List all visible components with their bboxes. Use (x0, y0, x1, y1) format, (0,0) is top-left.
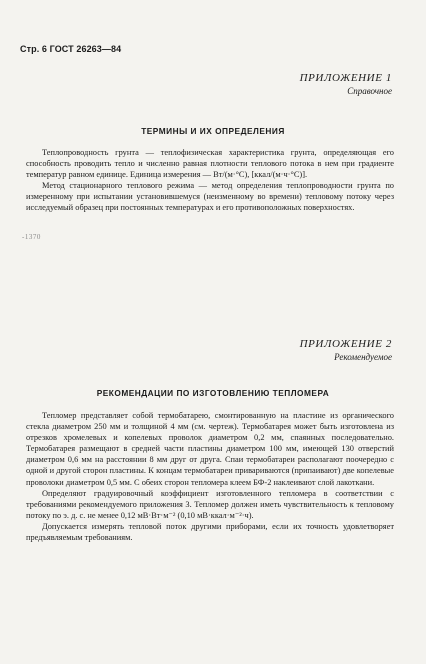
appendix-2-subtitle: Рекомендуемое (334, 352, 392, 362)
stray-mark: -1370 (22, 233, 41, 241)
section-2-body (26, 410, 394, 543)
appendix-1-subtitle: Справочное (347, 86, 392, 96)
paragraph: Допускается измерять тепловой поток другими приборами, если их точность удовлетворяет предъявляемым требованиям. (26, 521, 394, 543)
paragraph: Тепломер представляет собой термобатарею, смонтированную на пластине из органического стекла диаметром 250 мм и толщиной 4 мм (см. чертеж). Термобатарея может быть изготовлена из отрезков хромелевых и копелевых проволок диаметром 0,2 мм, спаянных последовательно. Термобатарея размещают в средней части пластины диаметром 100 мм, имеющей 130 отверстий диаметром 0,6 мм на расстоянии 8 мм друг от друга. Спаи термобатареи располагают поочередно с одной и другой сторон пластины. К концам термобатареи привариваются (припаивают) две копелевые проволоки диаметром 0,5 мм. С обеих сторон тепломера клеем БФ-2 наклеивают слой лакоткани. (26, 411, 394, 487)
section-1-body (26, 147, 394, 214)
paragraph: Теплопроводность грунта — теплофизическая характеристика грунта, определяющая его способность проводить тепло и численно равная плотности теплового потока в нем при градиенте температур равном единице. Единица измерения — Вт/(м·°С), [ккал/(м·ч·°С)]. (26, 148, 394, 180)
paragraph: Метод стационарного теплового режима — метод определения теплопроводности грунта по измеренному при испытании установившемуся (неизменному во времени) тепловому потоку через исследуемый образец при постоянных температурах и его противоположных поверхностях. (26, 181, 394, 213)
appendix-2-label (300, 338, 392, 362)
paragraph: Определяют градуировочный коэффициент изготовленного тепломера в соответствии с требованиями рекомендуемого приложения 3. Тепломер должен иметь чувствительность к тепловому потоку по э. д. с. не менее 0,12 мВ·Вт·м⁻² (0,10 мВ·ккал·м⁻²·ч). (26, 488, 394, 520)
section-2-heading: РЕКОМЕНДАЦИИ ПО ИЗГОТОВЛЕНИЮ ТЕПЛОМЕРА (96, 388, 330, 398)
page-header: Стр. 6 ГОСТ 26263—84 (20, 44, 122, 54)
section-1-heading: ТЕРМИНЫ И ИХ ОПРЕДЕЛЕНИЯ (141, 126, 285, 136)
appendix-1-title: ПРИЛОЖЕНИЕ 1 (299, 72, 392, 84)
appendix-1-label (300, 72, 392, 96)
appendix-2-title: ПРИЛОЖЕНИЕ 2 (299, 338, 392, 350)
